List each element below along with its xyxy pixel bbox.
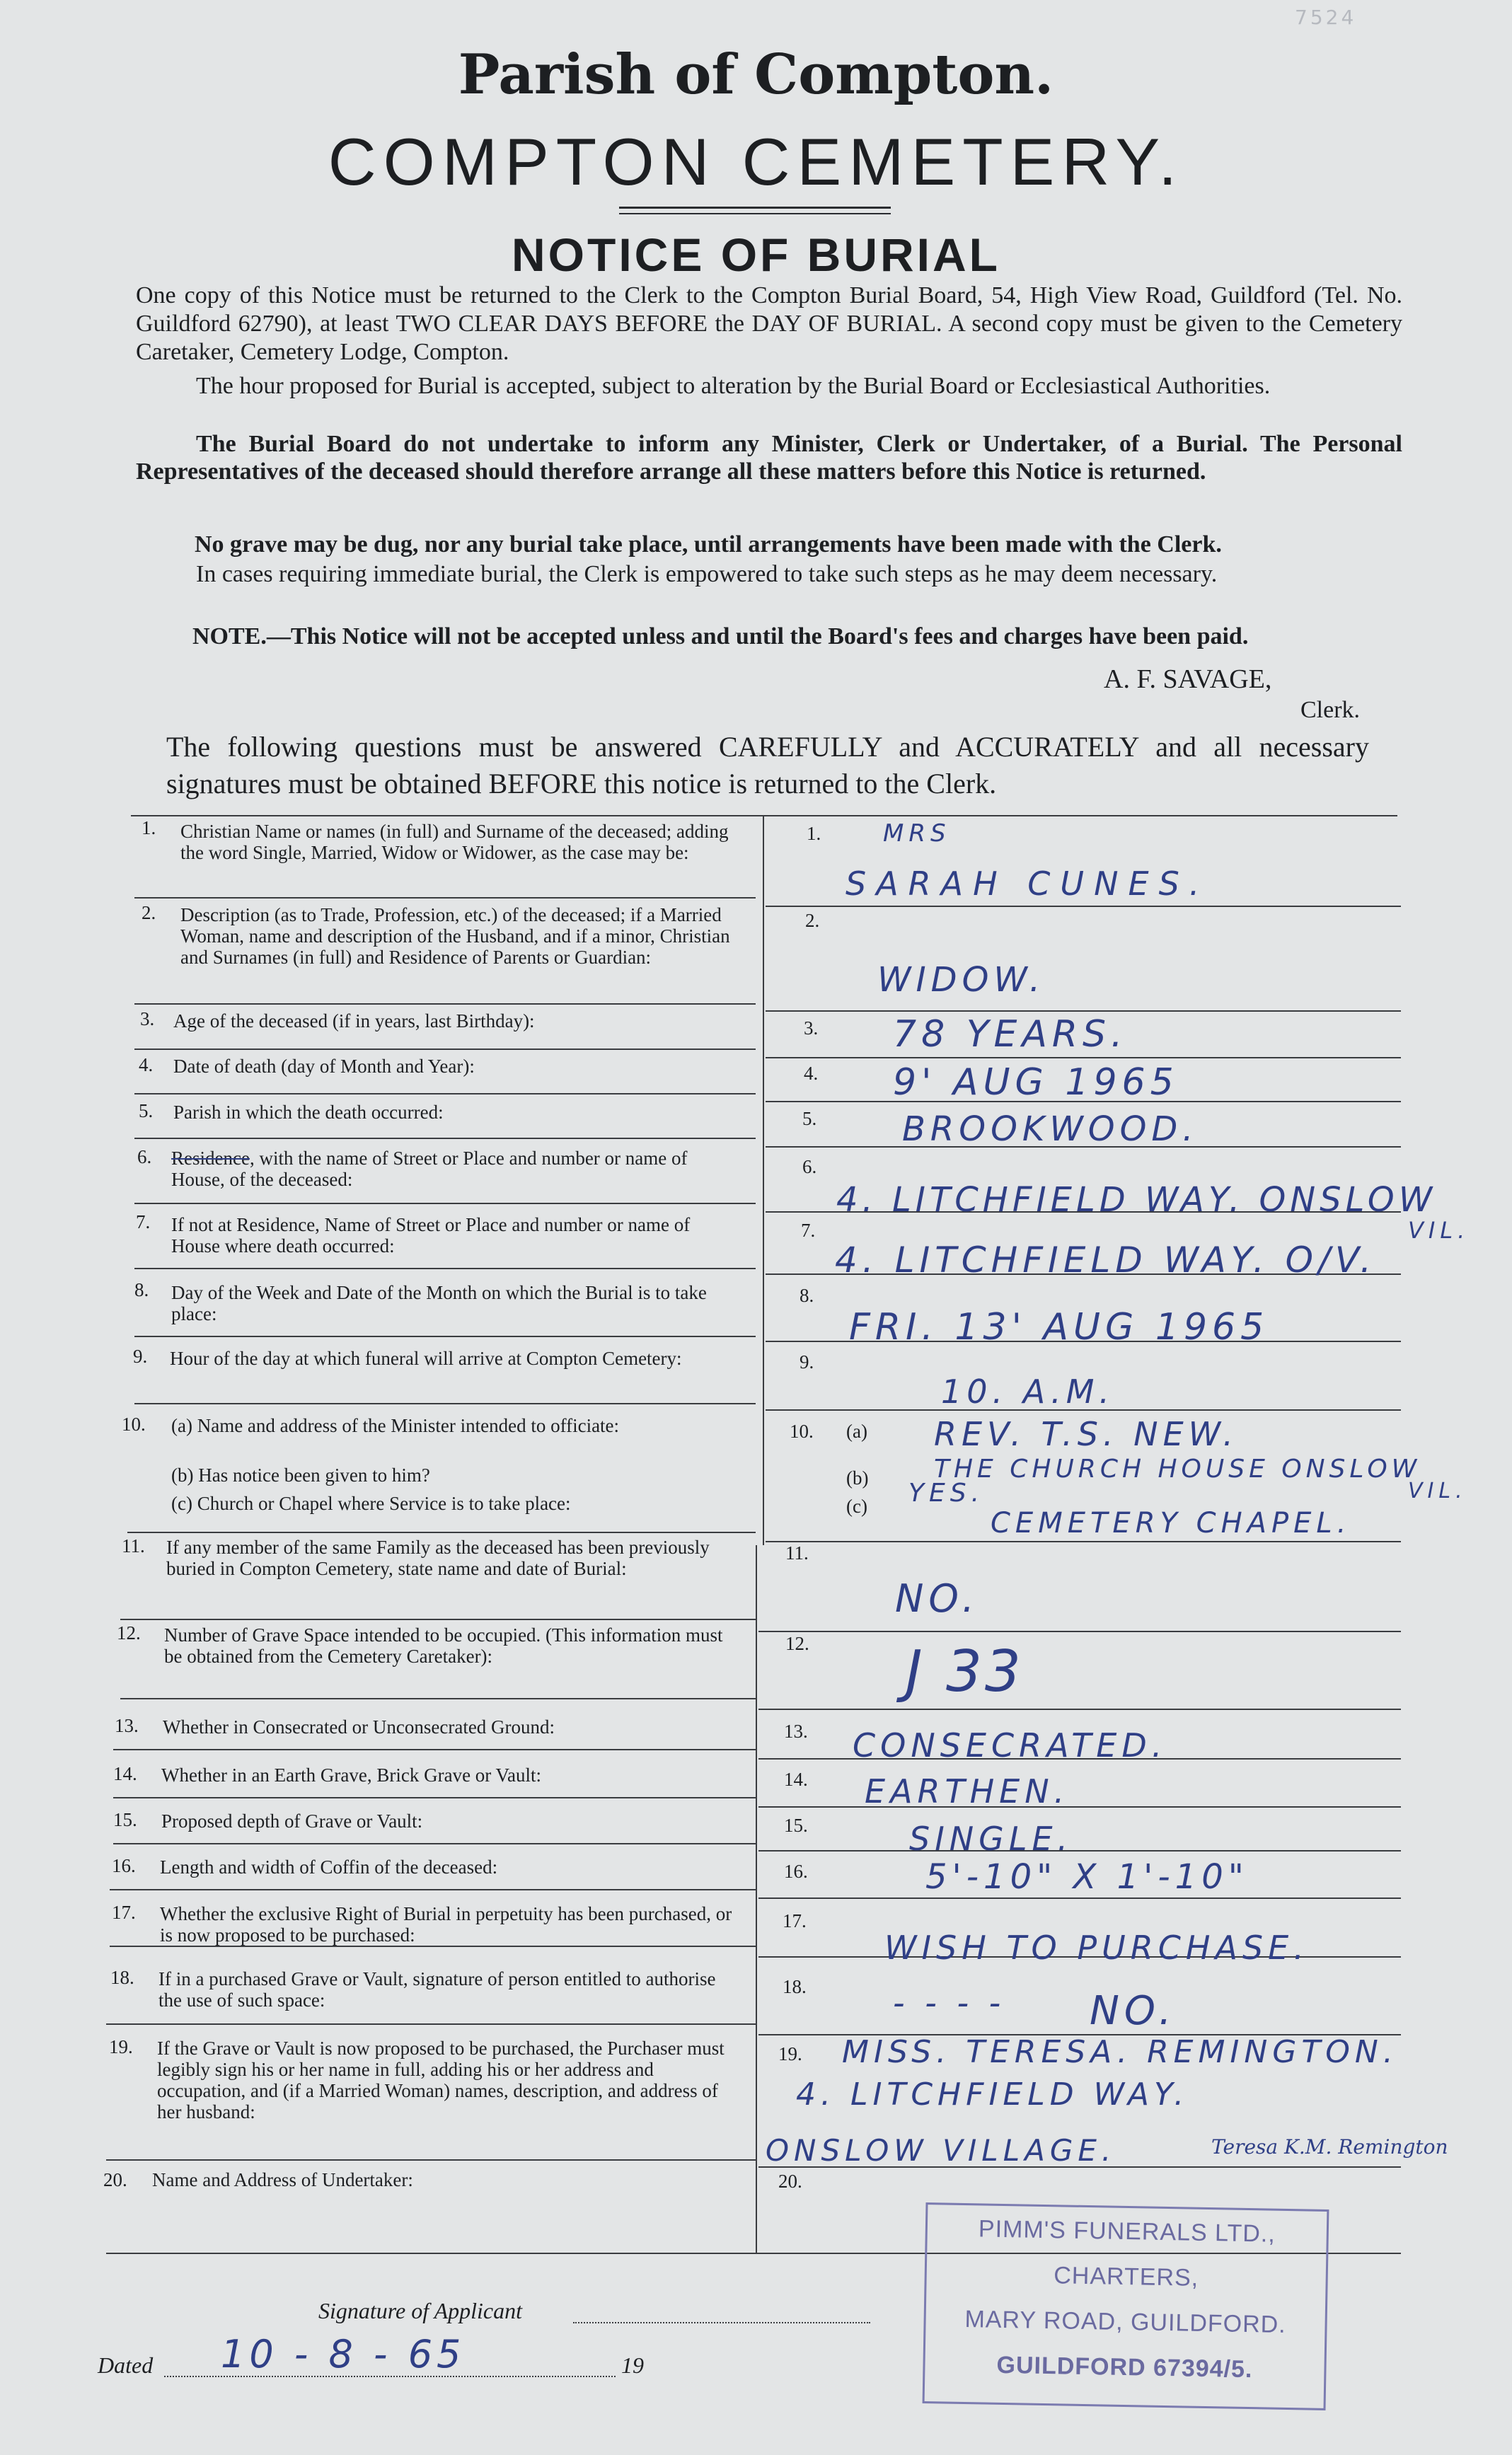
answer-4: 9' AUG 1965	[893, 1061, 1179, 1104]
row-line	[113, 1797, 756, 1798]
answer-11: NO.	[895, 1576, 979, 1621]
answer-13: CONSECRATED.	[853, 1726, 1167, 1764]
intro-paragraph-4: No grave may be dug, nor any burial take place, until arrangements have been made with the Clerk.	[195, 531, 1222, 558]
question-number: 7.	[136, 1211, 151, 1232]
row-line	[134, 1268, 756, 1269]
answer-19-line-3: ONSLOW VILLAGE.	[766, 2133, 1116, 2168]
heading-rule-2	[619, 213, 891, 214]
row-line	[134, 1403, 756, 1404]
question-number: 4.	[139, 1054, 154, 1075]
answer-line	[758, 1709, 1401, 1710]
answer-10b-yes: YES.	[908, 1479, 985, 1508]
answer-line	[758, 1897, 1401, 1899]
question-18-text: If in a purchased Grave or Vault, signature of person entitled to authorise the use of such space:	[158, 1968, 716, 2011]
question-3-text: Age of the deceased (if in years, last Birthday):	[173, 1010, 535, 1032]
question-10b-text: (b) Has notice been given to him?	[171, 1465, 430, 1486]
answer-10c: CEMETERY CHAPEL.	[991, 1507, 1351, 1540]
row-line	[110, 1889, 756, 1890]
answer-number: 8.	[800, 1285, 814, 1306]
dated-value: 10 - 8 - 65	[221, 2332, 466, 2376]
question-number: 6.	[137, 1146, 152, 1167]
question-20-text: Name and Address of Undertaker:	[152, 2169, 413, 2190]
answer-number: 7.	[801, 1220, 816, 1241]
question-16-text: Length and width of Coffin of the deceased:	[160, 1856, 498, 1878]
clerk-title: Clerk.	[1300, 697, 1361, 723]
question-13-text: Whether in Consecrated or Unconsecrated Ground:	[163, 1716, 555, 1738]
answer-2: WIDOW.	[877, 960, 1046, 1000]
question-number: 2.	[142, 902, 156, 923]
answer-16: 5'-10" X 1'-10"	[925, 1857, 1249, 1897]
question-4-text: Date of death (day of Month and Year):	[173, 1056, 475, 1077]
undertaker-stamp	[923, 2202, 1329, 2410]
row-line	[134, 1138, 756, 1139]
answer-19-line-1: MISS. TERESA. REMINGTON.	[842, 2034, 1398, 2070]
question-number: 10.	[122, 1414, 146, 1435]
answer-number: 16.	[784, 1861, 808, 1882]
question-number: 17.	[112, 1902, 136, 1923]
answer-line	[758, 1631, 1401, 1632]
answer-number: 11.	[785, 1542, 809, 1564]
answer-5: BROOKWOOD.	[902, 1109, 1199, 1149]
dated-label: Dated	[98, 2352, 154, 2378]
answer-line	[766, 1057, 1401, 1058]
question-number: 5.	[139, 1100, 154, 1121]
form-top-rule	[131, 815, 1397, 816]
question-10a-text: (a) Name and address of the Minister intended to officiate:	[171, 1415, 620, 1436]
question-number: 16.	[112, 1855, 136, 1876]
answer-number: 12.	[785, 1633, 809, 1654]
answer-15: SINGLE.	[909, 1820, 1073, 1858]
answer-number: 20.	[778, 2171, 802, 2192]
corner-note: 7524	[1295, 6, 1357, 29]
answer-number: 15.	[784, 1815, 808, 1836]
answer-number: 2.	[805, 910, 820, 931]
question-number: 13.	[115, 1715, 139, 1736]
row-line	[113, 1749, 756, 1750]
applicant-signature-line	[573, 2322, 870, 2323]
question-number: 3.	[140, 1008, 155, 1029]
clerk-name: A. F. SAVAGE,	[1104, 664, 1272, 694]
applicant-signature-label: Signature of Applicant	[318, 2298, 522, 2323]
answer-number: 1.	[807, 823, 821, 844]
answer-line	[766, 906, 1401, 907]
row-line	[106, 2159, 756, 2161]
notice-title: NOTICE OF BURIAL	[512, 229, 1000, 281]
question-1-text: Christian Name or names (in full) and Surname of the deceased; adding the word Single, Married, Widow or Widower, as the case may be:	[180, 821, 729, 863]
row-line	[106, 2023, 756, 2025]
question-15-text: Proposed depth of Grave or Vault:	[161, 1810, 423, 1832]
question-number: 19.	[109, 2036, 133, 2057]
cemetery-heading: COMPTON CEMETERY.	[328, 125, 1184, 199]
row-line	[113, 1843, 756, 1844]
heading-rule	[619, 207, 891, 209]
question-14-text: Whether in an Earth Grave, Brick Grave or Vault:	[161, 1764, 542, 1786]
row-line	[134, 1336, 756, 1337]
answer-3: 78 YEARS.	[893, 1013, 1128, 1056]
question-number: 1.	[142, 817, 156, 838]
answer-18-dashes: - - - -	[893, 1984, 1006, 2022]
question-number: 9.	[133, 1346, 148, 1367]
question-19-text: If the Grave or Vault is now proposed to be purchased, the Purchaser must legibly sign his or her name in full, adding his or her address and occupation, and (if a Married Woman) names, description, and address of her husband:	[157, 2038, 725, 2122]
instruction-text: The following questions must be answered CAREFULLY and ACCURATELY and all necessary signatures must be obtained BEFORE this notice is returned to the Clerk.	[166, 731, 1369, 799]
answer-7: 4. LITCHFIELD WAY. O/V.	[835, 1240, 1377, 1281]
question-17-text: Whether the exclusive Right of Burial in perpetuity has been purchased, or is now proposed to be purchased:	[160, 1903, 732, 1946]
answer-line	[766, 1010, 1401, 1012]
stamp-line-3: MARY ROAD, GUILDFORD.	[964, 2306, 1287, 2338]
question-number: 12.	[117, 1622, 141, 1644]
answer-number: (a)	[846, 1421, 867, 1442]
question-2-text: Description (as to Trade, Profession, etc.) of the deceased; if a Married Woman, name and description of the Husband, and if a minor, Christian and Surnames (in full) and Residence of Parents or Guardian:	[180, 904, 730, 968]
question-5-text: Parish in which the death occurred:	[173, 1102, 444, 1123]
intro-paragraph-1: One copy of this Notice must be returned to the Clerk to the Compton Burial Board, 54, High View Road, Guildford (Tel. No. Guildford 62790), at least TWO CLEAR DAYS BEFORE the DAY OF BURIAL. A second copy must be given to the Cemetery Caretaker, Cemetery Lodge, Compton.	[136, 282, 1402, 365]
question-10c-text: (c) Church or Chapel where Service is to take place:	[171, 1493, 571, 1514]
row-line	[134, 897, 756, 899]
answer-line	[758, 1850, 1401, 1852]
question-number: 18.	[110, 1967, 134, 1988]
year-prefix: 19	[621, 2352, 644, 2378]
answer-number: 13.	[784, 1721, 808, 1742]
answer-number: (b)	[846, 1467, 869, 1489]
answer-19-line-2: 4. LITCHFIELD WAY.	[796, 2076, 1189, 2113]
row-line	[120, 1619, 756, 1620]
row-line	[134, 1093, 756, 1094]
struck-word: Residence	[171, 1148, 250, 1169]
answer-10b: THE CHURCH HOUSE ONSLOW	[934, 1455, 1421, 1484]
intro-note: NOTE.—This Notice will not be accepted unless and until the Board's fees and charges have been paid.	[192, 623, 1249, 649]
row-line	[134, 1203, 756, 1204]
answer-1-name: SARAH CUNES.	[846, 865, 1210, 903]
answer-number: 4.	[804, 1063, 819, 1084]
intro-paragraph-3: The Burial Board do not undertake to inform any Minister, Clerk or Undertaker, of a Burial. The Personal Representatives of the deceased should therefore arrange all these matters before this Notice is returned.	[136, 431, 1402, 485]
answer-number: 18.	[783, 1976, 807, 1997]
answer-14: EARTHEN.	[865, 1772, 1070, 1810]
question-7-text: If not at Residence, Name of Street or Place and number or name of House where death occurred:	[171, 1214, 691, 1257]
answer-number: 5.	[802, 1108, 817, 1129]
answer-number: 14.	[784, 1769, 808, 1790]
parish-heading: Parish of Compton.	[458, 42, 1054, 107]
question-12-text: Number of Grave Space intended to be occupied. (This information must be obtained from the Cemetery Caretaker):	[164, 1624, 723, 1667]
intro-paragraph-2: The hour proposed for Burial is accepted, subject to alteration by the Burial Board or Ecclesiastical Authorities.	[196, 373, 1271, 399]
question-number: 14.	[113, 1763, 137, 1784]
answer-number: 9.	[800, 1351, 814, 1373]
answer-6: 4. LITCHFIELD WAY. ONSLOW	[836, 1180, 1437, 1220]
row-line	[110, 1946, 756, 1947]
answer-number: 3.	[804, 1017, 819, 1039]
answer-10a: REV. T.S. NEW.	[934, 1415, 1238, 1453]
question-9-text: Hour of the day at which funeral will arrive at Compton Cemetery:	[170, 1348, 682, 1369]
answer-18: NO.	[1090, 1988, 1177, 2034]
answer-number: 19.	[778, 2043, 802, 2064]
stamp-line-4: GUILDFORD 67394/5.	[996, 2351, 1253, 2384]
row-line	[127, 1532, 756, 1533]
question-6-remainder: , with the name of Street or Place and number or name of House, of the deceased:	[171, 1148, 688, 1190]
row-line	[134, 1003, 756, 1005]
question-8-text: Day of the Week and Date of the Month on which the Burial is to take place:	[171, 1282, 707, 1324]
question-number: 8.	[134, 1279, 149, 1300]
question-number: 11.	[122, 1535, 145, 1556]
answer-17: WISH TO PURCHASE.	[884, 1929, 1309, 1967]
question-11-text: If any member of the same Family as the deceased has been previously buried in Compton Cemetery, state name and date of Burial:	[166, 1537, 710, 1579]
answer-number: 17.	[783, 1910, 807, 1931]
answer-line	[758, 1806, 1401, 1808]
intro-paragraph-5: In cases requiring immediate burial, the Clerk is empowered to take such steps as he may deem necessary.	[196, 561, 1218, 587]
answer-10b-sub: VIL.	[1408, 1479, 1467, 1503]
row-line	[120, 1698, 756, 1699]
answer-1-title: MRS	[883, 819, 951, 848]
question-number: 15.	[113, 1809, 137, 1830]
purchaser-signature: Teresa K.M. Remington	[1211, 2135, 1448, 2159]
answer-8: FRI. 13' AUG 1965	[849, 1306, 1269, 1348]
question-number: 20.	[103, 2169, 127, 2190]
answer-line	[766, 1541, 1401, 1542]
row-line	[134, 1049, 756, 1050]
answer-6-sub: VIL.	[1408, 1217, 1470, 1244]
answer-number: 6.	[802, 1156, 817, 1177]
answer-number: (c)	[846, 1496, 867, 1517]
question-6-text	[171, 1148, 737, 1190]
column-divider-lower	[756, 1545, 757, 2253]
answer-9: 10. A.M.	[941, 1373, 1115, 1411]
answer-number: 10.	[790, 1421, 814, 1442]
stamp-line-2: CHARTERS,	[1053, 2262, 1199, 2292]
stamp-line-1: PIMM'S FUNERALS LTD.,	[978, 2215, 1276, 2248]
answer-12: J 33	[906, 1639, 1024, 1704]
